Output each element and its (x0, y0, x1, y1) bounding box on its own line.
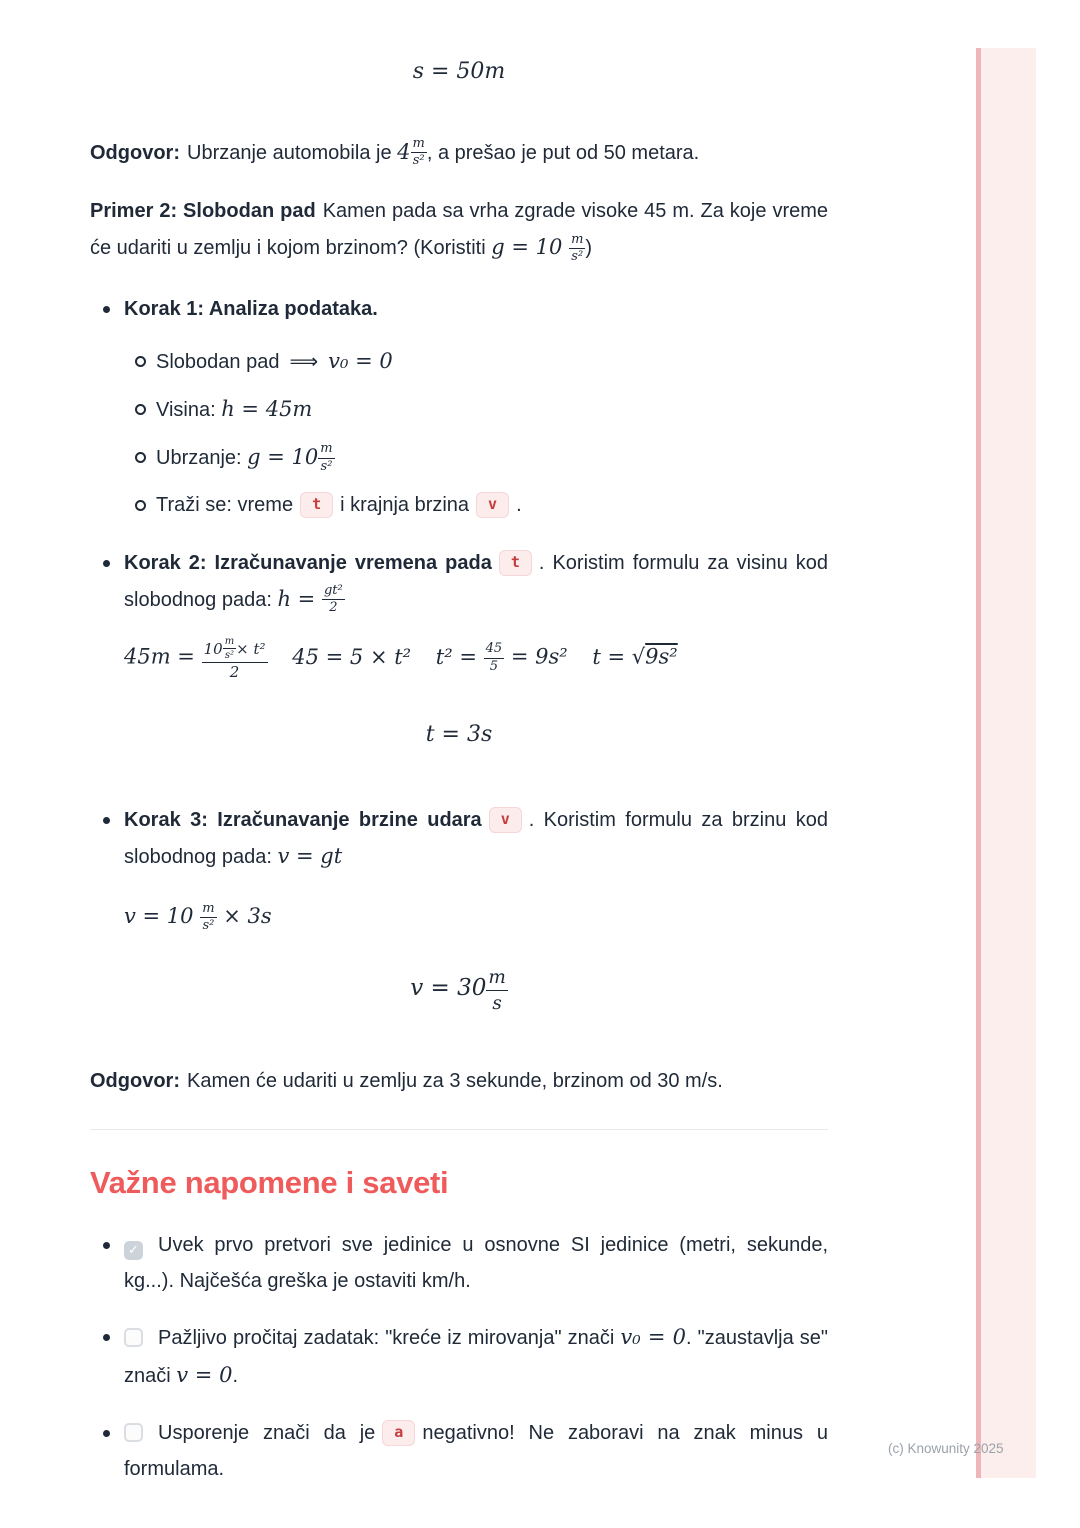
korak-1-title: Korak 1: Analiza podataka. (124, 298, 378, 321)
primer-2-math: g = 10 $\frac{m}{\text{s²}}$ (491, 231, 584, 265)
note-2-text-1: Pažljivo pročitaj zadatak: "kreće iz mirovanja" znači (158, 1327, 615, 1350)
formula-s-equals-50m: s = 50m (412, 59, 506, 84)
primer-2-label: Primer 2: Slobodan pad (90, 200, 316, 223)
korak-3-title: Korak 3: Izračunavanje brzine udara (124, 809, 482, 832)
answer-2-text: Kamen će udariti u zemlju za 3 sekunde, brzinom od 30 m/s. (187, 1070, 723, 1093)
korak-3-item (90, 802, 828, 876)
note-2-math-2: v = 0 (176, 1363, 233, 1388)
answer-1-text-after: , a prešao je put od 50 metara. (426, 141, 700, 164)
korak-2-title: Korak 2: Izračunavanje vremena pada (124, 551, 492, 574)
primer-2-paragraph (90, 193, 828, 267)
korak-1-subitem-slobodan-pad: Slobodan pad ⟹ v₀ = 0 (90, 343, 828, 381)
g-equals-10-math: g = 10 $\frac{m}{\text{s²}}$ (247, 441, 333, 474)
answer-1-label: Odgovor: (90, 141, 180, 164)
sqrt-sign: √ (631, 644, 646, 669)
note-3-text-1: Usporenje znači da je (158, 1421, 376, 1444)
h-formula-math: h = $\frac{\text{gt²}}{2}$ (277, 583, 343, 616)
note-2-math-1: v₀ = 0 (620, 1325, 687, 1350)
answer-paragraph-2 (90, 1063, 828, 1099)
note-1-text: Uvek prvo pretvori sve jedinice u osnovne SI jedinice (metri, sekunde, kg...). Najčešća greška je ostaviti km/h. (124, 1234, 828, 1293)
answer-paragraph-1 (90, 134, 828, 172)
note-3-text-2: negativno! Ne zaboravi na znak minus u formulama. (124, 1421, 828, 1480)
note-item-2 (90, 1319, 828, 1395)
checkmark-icon: ✓ (128, 1243, 139, 1259)
implies-arrow-icon: ⟹ (289, 349, 319, 374)
korak-3-text: . Koristim formulu za brzinu kod slobodnog pada: (124, 809, 828, 869)
korak-2-work-math: 45m = 10 $\frac{m}{\text{s²}}$ × t² 2 45 = 5 × t² t² = $\frac{45}{5}$ = 9s² t = √9s² (124, 636, 678, 682)
badge-v: v (476, 492, 509, 518)
note-item-3 (90, 1415, 828, 1487)
badge-t: t (300, 492, 333, 518)
v-formula-math: v = gt (277, 844, 343, 869)
korak-3-work-math: v = 10 $\frac{m}{\text{s²}}$ × 3s (124, 900, 272, 934)
checkbox-unchecked[interactable] (124, 1328, 143, 1347)
page-edge-highlight-border (976, 48, 981, 1478)
badge-v: v (489, 807, 522, 833)
note-2-text-3: . (232, 1365, 238, 1388)
korak-1-item (90, 291, 828, 327)
note-item-1 (90, 1227, 828, 1299)
page-edge-highlight-panel (981, 48, 1036, 1478)
formula-v-equals-30: v = 30 $\frac{m}{s}$ (410, 967, 506, 1015)
korak-2-text: . Koristim formulu za visinu kod slobodnog pada: (124, 551, 828, 611)
badge-a: a (382, 1420, 415, 1446)
korak-1-subitem-ubrzanje: Ubrzanje: g = 10 $\frac{m}{\text{s²}}$ (90, 439, 828, 477)
v0-equals-0-math: v₀ = 0 (328, 349, 393, 374)
h-equals-45m-math: h = 45m (221, 396, 313, 421)
note-2-text-2: . "zaustavlja se" znači (124, 1327, 828, 1388)
copyright-footer: (c) Knowunity 2025 (888, 1441, 1004, 1456)
answer-1-math: 4 $\frac{m}{\text{s²}}$ (397, 136, 425, 169)
checkbox-checked[interactable] (124, 1241, 143, 1260)
primer-2-paren: ) (585, 237, 593, 260)
document-content (90, 0, 828, 1487)
korak-1-subitem-visina: Visina: h = 45m (90, 391, 828, 429)
korak-2-item (90, 545, 828, 619)
checkbox-unchecked[interactable] (124, 1423, 143, 1442)
korak-1-subitem-trazi-se: Traži se: vreme t i krajnja brzina v . (90, 487, 828, 523)
primer-2-text: Kamen pada sa vrha zgrade visoke 45 m. Za koje vreme će udariti u zemlju i kojom brzinom? (Koristiti (90, 200, 829, 260)
formula-t-equals-3s: t = 3s (425, 721, 493, 747)
notes-heading: Važne napomene i saveti (90, 1165, 449, 1201)
answer-1-text: Ubrzanje automobila je (187, 141, 392, 164)
answer-2-label: Odgovor: (90, 1070, 180, 1093)
section-divider (90, 1129, 828, 1130)
badge-t: t (499, 550, 532, 576)
